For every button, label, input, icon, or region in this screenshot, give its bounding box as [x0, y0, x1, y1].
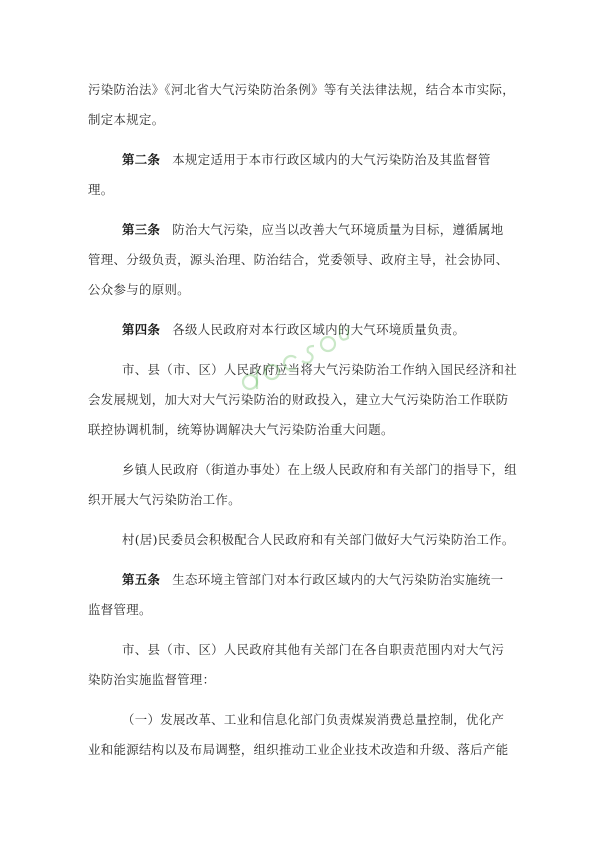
article-3-paragraph: 第三条 防治大气污染，应当以改善大气环境质量为目标，遵循属地 — [122, 222, 504, 237]
body-text-line: 市、县（市、区）人民政府其他有关部门在各自职责范围内对大气污 — [122, 642, 505, 657]
body-text-line: 联控协调机制，统筹协调解决大气污染防治重大问题。 — [88, 422, 394, 437]
article-heading: 第二条 — [122, 152, 161, 167]
body-text-line: 监督管理。 — [88, 602, 152, 617]
body-text-line: （一）发展改革、工业和信息化部门负责煤炭消费总量控制，优化产 — [122, 712, 505, 727]
body-text-line: 织开展大气污染防治工作。 — [88, 492, 241, 507]
body-text-line: 理。 — [88, 182, 114, 197]
article-2-paragraph: 第二条 本规定适用于本市行政区域内的大气污染防治及其监督管 — [122, 152, 491, 167]
body-text-line: 染防治实施监督管理： — [88, 672, 216, 687]
body-text-line: 公众参与的原则。 — [88, 282, 190, 297]
body-text-line: 制定本规定。 — [88, 112, 165, 127]
body-text-line: 污染防治法》《河北省大气污染防治条例》等有关法律法规，结合本市实际， — [88, 82, 515, 97]
body-text-line: 乡镇人民政府（街道办事处）在上级人民政府和有关部门的指导下，组 — [122, 462, 517, 477]
body-text-line: 市、县（市、区）人民政府应当将大气污染防治工作纳入国民经济和社 — [122, 362, 517, 377]
body-text-line: 管理、分级负责，源头治理、防治结合，党委领导、政府主导，社会协同、 — [88, 252, 509, 267]
body-text-line: 业和能源结构以及布局调整，组织推动工业企业技术改造和升级、落后产能 — [88, 742, 509, 757]
article-4-paragraph: 第四条 各级人民政府对本行政区域内的大气环境质量负责。 — [122, 322, 466, 337]
watermark-letter-o2 — [321, 337, 335, 351]
article-heading: 第四条 — [122, 322, 161, 337]
article-heading: 第五条 — [122, 572, 161, 587]
article-heading: 第三条 — [122, 222, 161, 237]
article-5-paragraph: 第五条 生态环境主管部门对本行政区域内的大气污染防治实施统一 — [122, 572, 504, 587]
body-text-line: 村(居)民委员会积极配合人民政府和有关部门做好大气污染防治工作。 — [122, 532, 515, 547]
watermark-letter-s — [302, 346, 314, 363]
body-text-line: 会发展规划，加大对大气污染防治的财政投入，建立大气污染防治工作联防 — [88, 392, 509, 407]
